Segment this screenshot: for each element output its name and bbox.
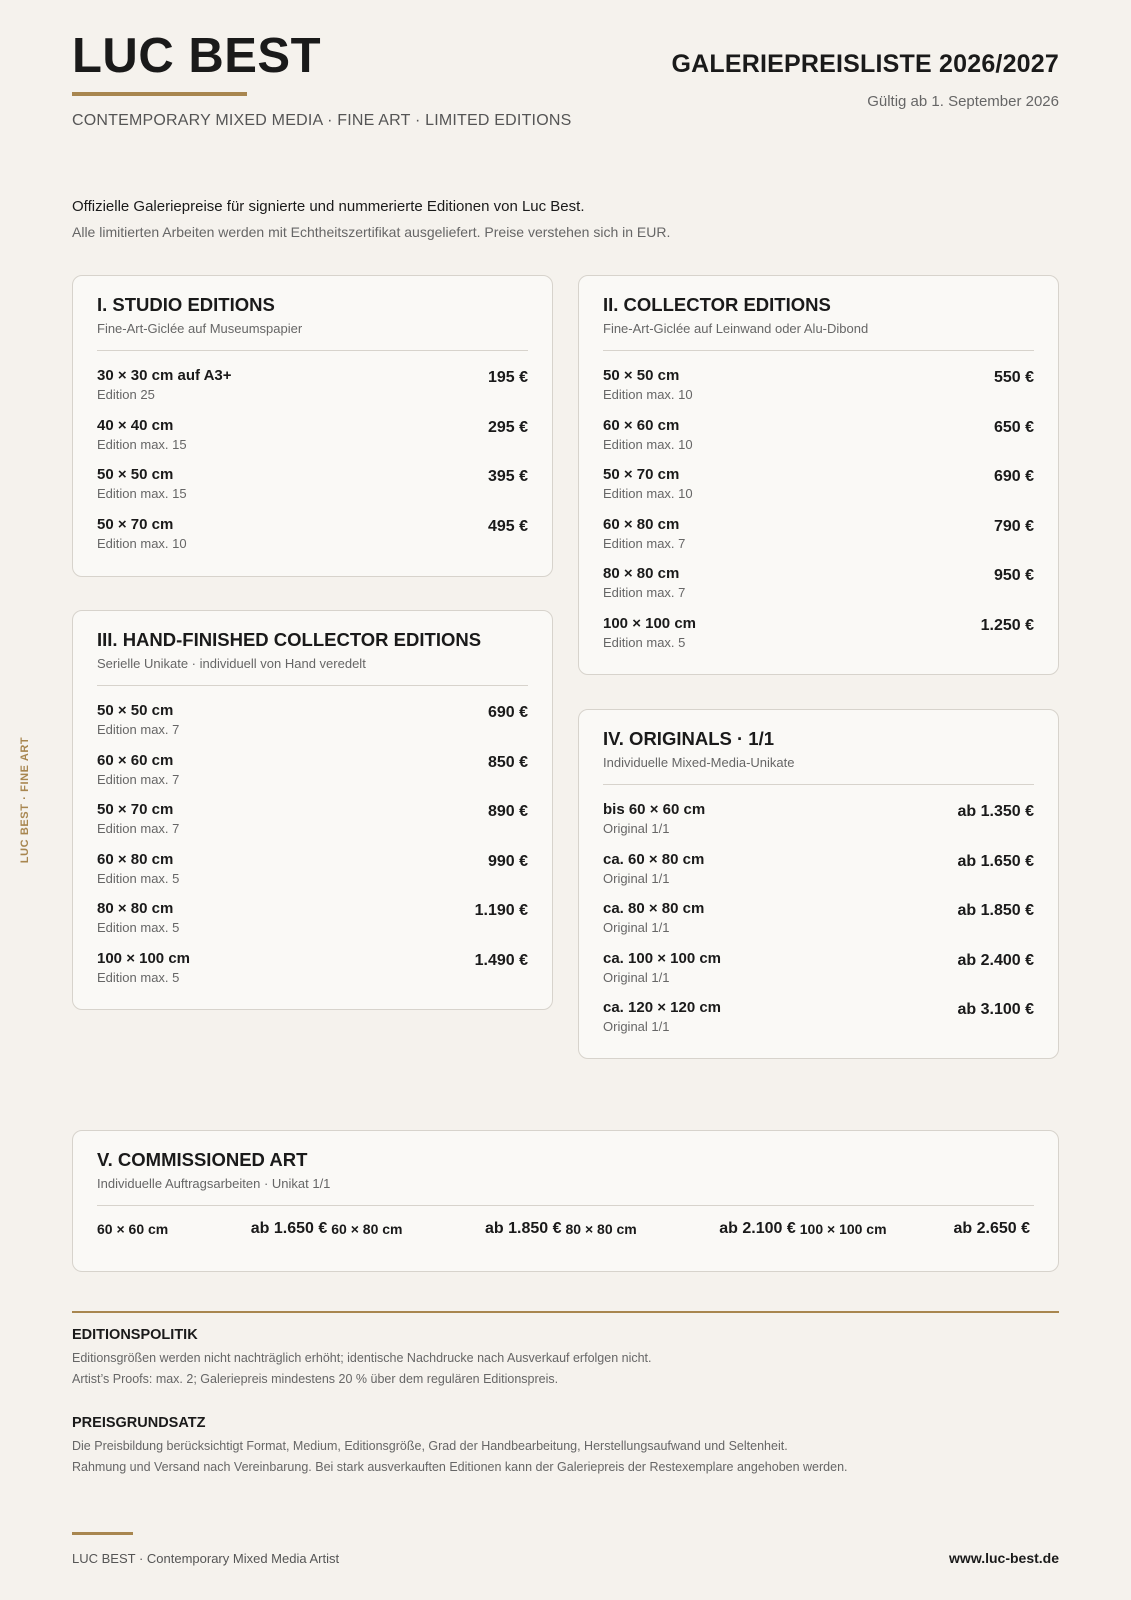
card-divider	[603, 784, 1034, 785]
commission-item	[97, 1220, 331, 1238]
document-title-block	[671, 50, 1059, 110]
price-row	[97, 417, 528, 467]
row-price: ab 3.100 €	[957, 1001, 1034, 1018]
intro	[72, 198, 670, 240]
row-price: ab 1.350 €	[957, 803, 1034, 820]
row-size: 60 × 60 cm	[603, 416, 680, 434]
price-row	[97, 801, 528, 851]
footer-credit: LUC BEST · Contemporary Mixed Media Artist	[72, 1551, 340, 1566]
commission-price-row	[97, 1220, 1034, 1238]
card-commissioned-art	[72, 1130, 1059, 1272]
pricing-principle-heading: PREISGRUNDSATZ	[72, 1415, 206, 1431]
website-link[interactable]: www.luc-best.de	[949, 1550, 1059, 1566]
card-collector-editions	[578, 275, 1059, 675]
row-price: 1.250 €	[980, 616, 1034, 634]
row-size: 60 × 80 cm	[97, 850, 174, 868]
row-edition: Edition max. 10	[603, 436, 693, 452]
row-edition: Original 1/1	[603, 969, 670, 985]
row-price: ab 2.400 €	[957, 951, 1034, 969]
row-price: 790 €	[993, 517, 1034, 535]
card-title: II. COLLECTOR EDITIONS	[603, 294, 831, 315]
row-size: 50 × 50 cm	[97, 466, 174, 483]
card-subtitle: Serielle Unikate · individuell von Hand veredelt	[97, 656, 366, 671]
row-edition: Original 1/1	[603, 920, 670, 935]
row-edition: Edition max. 7	[603, 585, 686, 600]
price-row	[603, 417, 1034, 467]
pricing-principle	[72, 1415, 1059, 1478]
row-size: 80 × 80 cm	[97, 900, 174, 917]
card-subtitle: Fine-Art-Giclée auf Leinwand oder Alu-Dibond	[603, 321, 869, 336]
row-edition: Edition max. 5	[97, 870, 180, 886]
row-price: ab 1.650 €	[957, 852, 1034, 870]
card-divider	[603, 350, 1034, 351]
row-price: 1.490 €	[474, 951, 528, 969]
price-row	[603, 466, 1034, 516]
commission-item	[800, 1220, 1034, 1238]
row-edition: Edition max. 7	[97, 821, 180, 836]
intro-lead: Offizielle Galeriepreise für signierte und nummerierte Editionen von Luc Best.	[72, 198, 585, 215]
row-size: 100 × 100 cm	[97, 949, 190, 967]
price-row	[97, 900, 528, 950]
row-price: 495 €	[487, 517, 528, 535]
footer-rule	[72, 1532, 133, 1535]
row-price: 395 €	[487, 468, 528, 485]
row-size: 50 × 70 cm	[603, 466, 680, 483]
brand-rule	[72, 92, 247, 96]
price-row	[97, 752, 528, 802]
row-edition: Edition max. 10	[603, 387, 693, 402]
row-edition: Edition max. 7	[97, 771, 180, 787]
card-hand-finished-editions	[72, 610, 553, 1010]
intro-note: Alle limitierten Arbeiten werden mit Echtheitszertifikat ausgeliefert. Preise verstehen sich in EUR.	[72, 224, 671, 240]
validity-date: Gültig ab 1. September 2026	[867, 93, 1059, 110]
side-label: LUC BEST · FINE ART	[19, 736, 31, 864]
row-price: 650 €	[993, 418, 1034, 436]
row-edition: Edition max. 10	[97, 535, 187, 551]
price-rows	[97, 702, 528, 999]
row-size: bis 60 × 60 cm	[603, 801, 706, 818]
row-price: 550 €	[993, 369, 1034, 386]
row-size: 100 × 100 cm	[603, 614, 696, 632]
document-title: GALERIEPREISLISTE 2026/2027	[671, 50, 1059, 78]
row-edition: Original 1/1	[603, 870, 670, 886]
card-title: I. STUDIO EDITIONS	[97, 294, 275, 315]
row-price: ab 1.850 €	[957, 902, 1034, 919]
price-row	[603, 516, 1034, 566]
row-edition: Edition max. 5	[97, 920, 180, 935]
row-price: 690 €	[993, 468, 1034, 485]
row-edition: Edition max. 7	[97, 722, 180, 737]
price-row	[97, 516, 528, 566]
price-row	[603, 950, 1034, 1000]
row-size: ca. 100 × 100 cm	[603, 949, 722, 967]
row-edition: Original 1/1	[603, 821, 670, 836]
commission-price: ab 1.850 €	[485, 1220, 562, 1237]
card-subtitle: Individuelle Mixed-Media-Unikate	[603, 755, 795, 770]
price-row	[603, 615, 1034, 665]
card-originals	[578, 709, 1059, 1059]
price-row	[97, 702, 528, 752]
price-row	[603, 999, 1034, 1049]
row-edition: Edition max. 7	[603, 535, 686, 551]
card-subtitle: Individuelle Auftragsarbeiten · Unikat 1/1	[97, 1176, 331, 1191]
row-price: 690 €	[487, 704, 528, 721]
brand-block	[72, 28, 571, 130]
row-price: 990 €	[487, 852, 528, 870]
row-size: 80 × 80 cm	[603, 565, 680, 582]
row-price: 295 €	[487, 418, 528, 436]
price-row	[97, 851, 528, 901]
row-size: 60 × 60 cm	[97, 751, 174, 769]
brand-name: LUC BEST	[72, 29, 321, 83]
card-subtitle: Fine-Art-Giclée auf Museumspapier	[97, 321, 303, 336]
row-price: 890 €	[487, 803, 528, 820]
edition-policy-line: Artist’s Proofs: max. 2; Galeriepreis mindestens 20 % über dem regulären Editionspreis.	[72, 1372, 559, 1386]
commission-price: ab 2.100 €	[719, 1220, 796, 1237]
row-edition: Edition max. 5	[603, 634, 686, 650]
commission-size: 100 × 100 cm	[799, 1221, 887, 1237]
row-size: ca. 80 × 80 cm	[603, 900, 705, 917]
price-row	[603, 900, 1034, 950]
card-title: V. COMMISSIONED ART	[97, 1149, 308, 1170]
commission-item	[331, 1220, 565, 1238]
row-price: 850 €	[487, 753, 528, 771]
price-row	[603, 565, 1034, 615]
price-row	[603, 367, 1034, 417]
edition-policy-heading: EDITIONSPOLITIK	[72, 1327, 198, 1343]
pricing-principle-line: Die Preisbildung berücksichtigt Format, Medium, Editionsgröße, Grad der Handbearbeitung, Herstellungsaufwand und Seltenheit.	[72, 1439, 788, 1453]
commission-size: 80 × 80 cm	[565, 1221, 637, 1237]
card-divider	[97, 685, 528, 686]
card-divider	[97, 350, 528, 351]
pricing-principle-line: Rahmung und Versand nach Vereinbarung. Bei stark ausverkauften Editionen kann der Galeriepreis der Restexemplare angehoben werden.	[72, 1460, 848, 1474]
row-edition: Edition max. 15	[97, 486, 187, 501]
row-size: 40 × 40 cm	[97, 416, 174, 434]
brand-tagline: CONTEMPORARY MIXED MEDIA · FINE ART · LIMITED EDITIONS	[72, 112, 572, 129]
row-price: 1.190 €	[474, 902, 528, 919]
price-rows	[97, 367, 528, 565]
card-studio-editions	[72, 275, 553, 577]
row-size: ca. 60 × 80 cm	[603, 850, 705, 868]
card-divider	[97, 1205, 1034, 1206]
row-size: 50 × 50 cm	[603, 367, 680, 384]
row-size: 50 × 70 cm	[97, 801, 174, 818]
card-title: IV. ORIGINALS · 1/1	[603, 728, 774, 749]
row-edition: Original 1/1	[603, 1019, 670, 1034]
commission-price: ab 2.650 €	[953, 1220, 1030, 1237]
price-row	[97, 950, 528, 1000]
card-title: III. HAND-FINISHED COLLECTOR EDITIONS	[97, 629, 482, 650]
price-row	[603, 851, 1034, 901]
commission-price: ab 1.650 €	[250, 1220, 328, 1237]
row-edition: Edition 25	[97, 387, 155, 402]
commission-size: 60 × 80 cm	[331, 1221, 403, 1237]
edition-policy	[72, 1327, 1059, 1390]
price-rows	[603, 367, 1034, 664]
commission-size: 60 × 60 cm	[97, 1221, 169, 1237]
row-size: ca. 120 × 120 cm	[603, 999, 722, 1016]
row-price: 195 €	[487, 369, 528, 386]
row-edition: Edition max. 5	[97, 969, 180, 985]
commission-item	[566, 1220, 800, 1238]
row-edition: Edition max. 15	[97, 436, 187, 452]
row-price: 950 €	[993, 567, 1034, 584]
row-size: 50 × 50 cm	[97, 702, 174, 719]
row-size: 60 × 80 cm	[603, 515, 680, 533]
edition-policy-line: Editionsgrößen werden nicht nachträglich erhöht; identische Nachdrucke nach Ausverkauf erfolgen nicht.	[72, 1351, 652, 1365]
price-rows	[603, 801, 1034, 1049]
row-size: 50 × 70 cm	[97, 515, 174, 533]
price-row	[603, 801, 1034, 851]
row-size: 30 × 30 cm auf A3+	[97, 367, 232, 384]
price-row	[97, 466, 528, 516]
price-row	[97, 367, 528, 417]
row-edition: Edition max. 10	[603, 486, 693, 501]
section-rule	[72, 1311, 1059, 1313]
